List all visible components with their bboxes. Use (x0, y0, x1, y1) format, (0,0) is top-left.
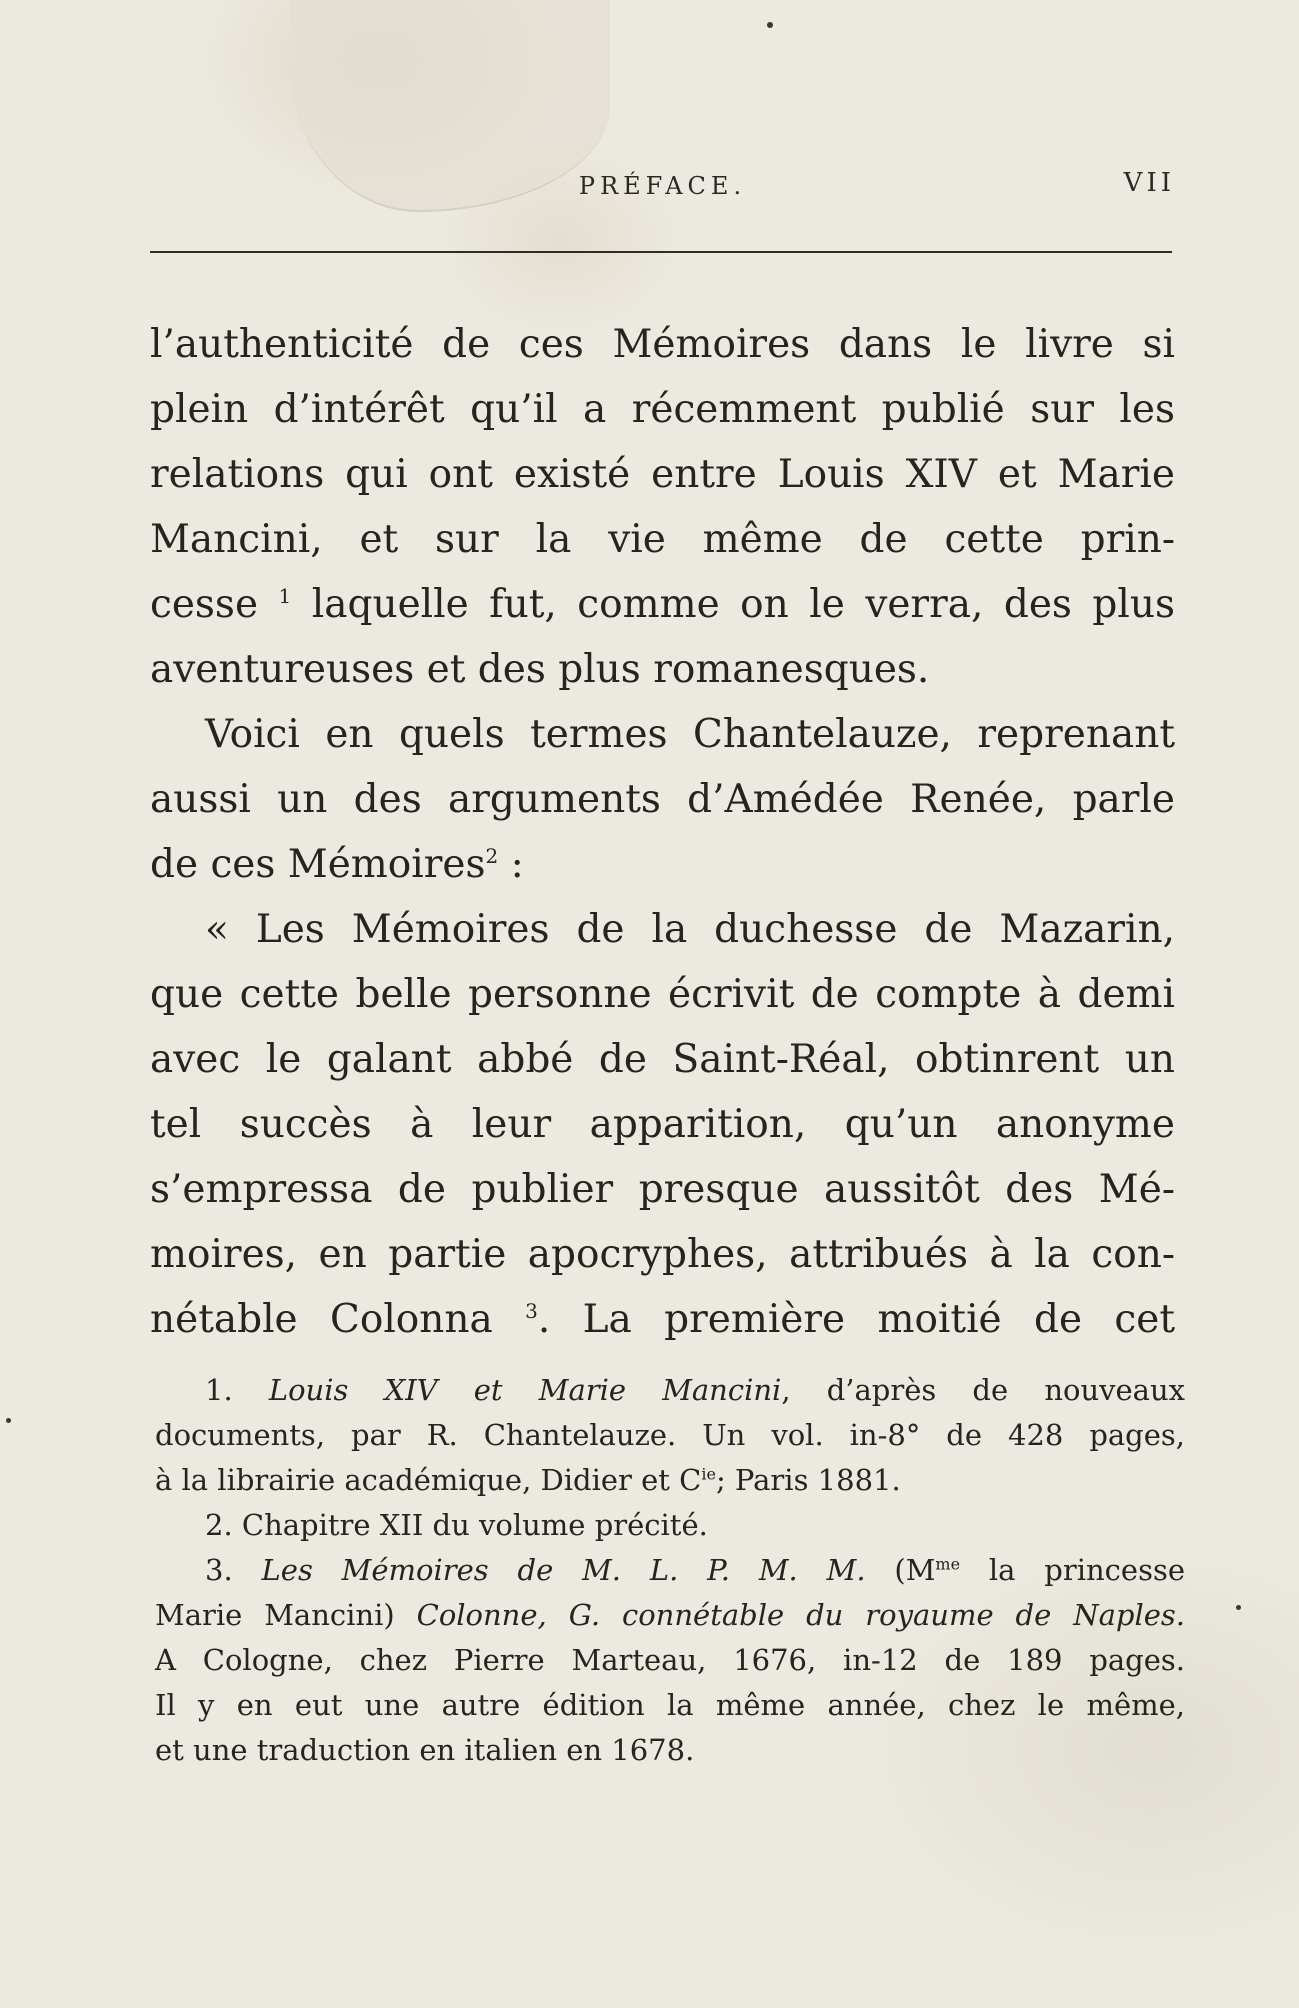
footnote-3: 3. Les Mémoires de M. L. P. M. M. ($M^{me}$ la princesse (205, 1553, 1186, 1587)
footnote-1: 1. Louis XIV et Marie Mancini, d’après de nouveaux (205, 1373, 1186, 1407)
footnote-ref: 3 (525, 1299, 538, 1323)
text-line: Voici en quels termes Chantelauze, reprenant (205, 712, 1175, 757)
text-line: relations qui ont existé entre Louis XIV et Marie (150, 452, 1175, 497)
page-header (150, 168, 1175, 208)
footnote-line: et une traduction en italien en 1678. (155, 1733, 695, 1767)
text-line: nétable Colonna $^3$. La première moitié de cet (150, 1297, 1175, 1342)
footnote-2: 2. Chapitre XII du volume précité. (205, 1508, 708, 1542)
footnote-line: Marie Mancini) Colonne, G. connétable du royaume de Naples. (155, 1598, 1185, 1632)
footnote-line: Il y en eut une autre édition la même année, chez le même, (155, 1688, 1185, 1722)
text-line: plein d’intérêt qu’il a récemment publié sur les (150, 387, 1175, 432)
speck (767, 22, 773, 28)
text-line: « Les Mémoires de la duchesse de Mazarin, (205, 907, 1175, 952)
text-line: avec le galant abbé de Saint-Réal, obtinrent un (150, 1037, 1175, 1082)
text-line: de ces Mémoires$^2$ : (150, 842, 524, 887)
text-line: l’authenticité de ces Mémoires dans le livre si (150, 322, 1175, 367)
footnote-line: documents, par R. Chantelauze. Un vol. in-8° de 428 pages, (155, 1418, 1185, 1452)
text-line: Mancini, et sur la vie même de cette prin- (150, 517, 1175, 562)
footnotes (155, 1368, 1185, 1773)
footnote-line: A Cologne, chez Pierre Marteau, 1676, in-12 de 189 pages. (155, 1643, 1185, 1677)
body-text (150, 312, 1175, 1352)
speck (6, 1418, 11, 1423)
footnote-ref: 1 (278, 584, 292, 608)
text-line: moires, en partie apocryphes, attribués à la con- (150, 1232, 1175, 1277)
text-line: tel succès à leur apparition, qu’un anonyme (150, 1102, 1175, 1147)
text-line: cesse $^1$ laquelle fut, comme on le verra, des plus (150, 582, 1175, 627)
page-number: VII (1123, 168, 1175, 198)
footnote-ref: 2 (485, 844, 499, 868)
text-line: aussi un des arguments d’Amédée Renée, parle (150, 777, 1175, 822)
text-line: aventureuses et des plus romanesques. (150, 647, 930, 692)
running-title: PRÉFACE. (578, 172, 747, 200)
header-rule (150, 251, 1172, 253)
footnote-line: à la librairie académique, Didier et $C^{ie}$; Paris 1881. (155, 1463, 901, 1497)
text-line: s’empressa de publier presque aussitôt des Mé- (150, 1167, 1175, 1212)
text-line: que cette belle personne écrivit de compte à demi (150, 972, 1175, 1017)
speck (1236, 1605, 1241, 1610)
